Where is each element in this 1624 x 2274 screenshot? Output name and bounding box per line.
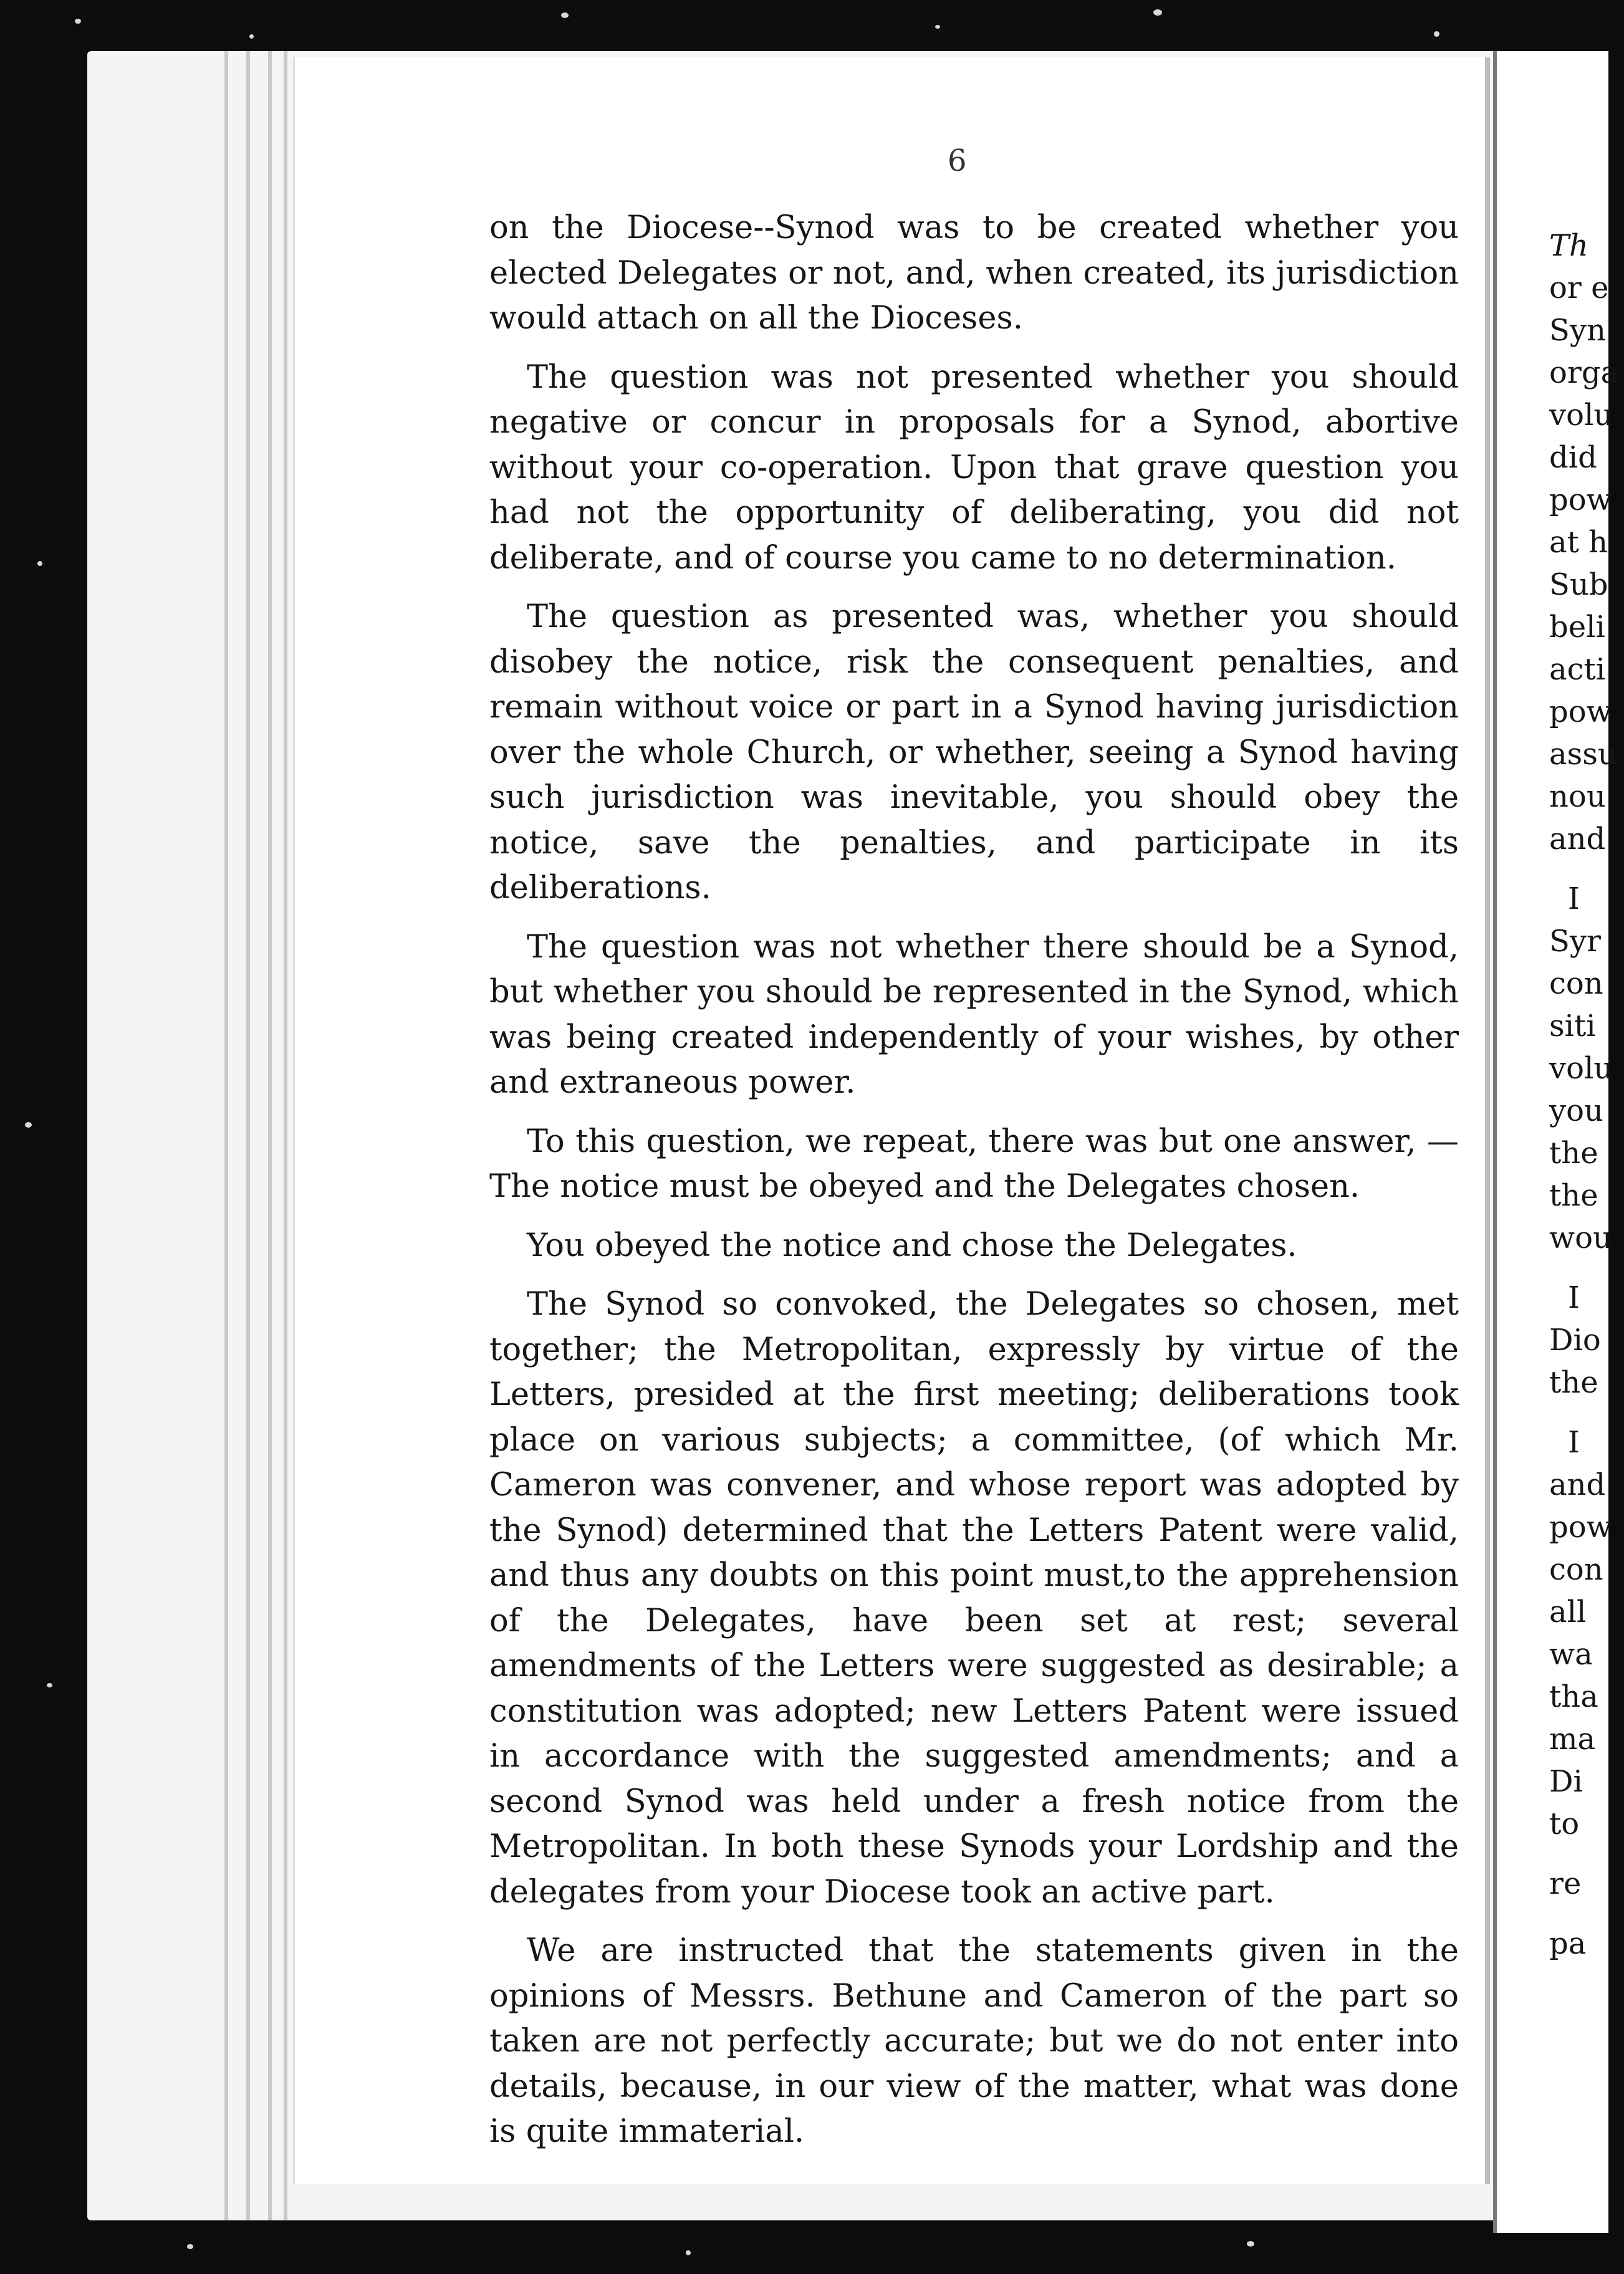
facing-line: con [1549, 1552, 1603, 1587]
paragraph: The question was not whether there should be a Synod, but whether you should be represented in the Synod, which was being created independently of your wishes, by other and extraneous power. [489, 928, 1459, 1101]
page-edge [284, 51, 287, 2220]
facing-line: assu [1549, 737, 1617, 772]
scan-speck [75, 19, 81, 24]
facing-line: re [1549, 1866, 1582, 1901]
facing-page-text [1549, 224, 1624, 1965]
paragraph: To this question, we repeat, there was but one answer, —The notice must be obeyed and the Delegates chosen. [489, 1123, 1459, 1205]
scan-speck [249, 34, 254, 39]
facing-line: tha [1549, 1679, 1598, 1714]
facing-line: pow [1549, 694, 1612, 729]
facing-line: Syr [1549, 924, 1601, 959]
facing-line: the [1549, 1136, 1598, 1171]
scan-speck [1247, 2241, 1254, 2247]
facing-line: orga [1549, 355, 1619, 390]
facing-line: pow [1549, 482, 1612, 517]
scan-speck [686, 2250, 691, 2255]
paragraph: You obeyed the notice and chose the Delegates. [527, 1227, 1297, 1264]
paragraph: The question as presented was, whether you should disobey the notice, risk the consequent penalties, and remain without voice or part in a Synod having jurisdiction over the whole Church, or whether, seeing a Synod having such jurisdiction was inevitable, you should obey the notice, save the penalties, and participate in its deliberations. [489, 598, 1459, 906]
paragraph: The question was not presented whether you should negative or concur in proposals for a Synod, abortive without your co-operation. Upon that grave question you had not the opportunity of deliberating, you did not deliberate, and of course you came to no determination. [489, 358, 1459, 577]
facing-line: you [1549, 1093, 1603, 1128]
facing-line: the [1549, 1178, 1598, 1213]
facing-line: the [1549, 1365, 1598, 1400]
facing-line: nou [1549, 779, 1606, 814]
facing-line: beli [1549, 610, 1605, 645]
facing-line: Dio [1549, 1323, 1601, 1358]
document-body [489, 206, 1459, 2169]
scan-speck [1153, 9, 1162, 16]
facing-line: volu [1549, 398, 1613, 433]
scan-speck [47, 1683, 52, 1687]
facing-line: con [1549, 966, 1603, 1001]
facing-line: pa [1549, 1926, 1587, 1961]
facing-line: siti [1549, 1009, 1596, 1043]
paragraph: on the Diocese--Synod was to be created whether you elected Delegates or not, and, when created, its jurisdiction would attach on all the Dioceses. [489, 209, 1459, 337]
paragraph: We are instructed that the statements given in the opinions of Messrs. Bethune and Cameron of the part so taken are not perfectly accurate; but we do not enter into details, because, in our view of the matter, what was done is quite immaterial. [489, 1932, 1459, 2150]
page-edge [224, 51, 228, 2220]
facing-line: I [1568, 881, 1580, 916]
facing-line: and [1549, 822, 1606, 856]
page-number: 6 [948, 143, 968, 178]
facing-line: or e [1549, 271, 1609, 305]
page-edge [268, 51, 272, 2220]
facing-line: and [1549, 1467, 1606, 1502]
paragraph: The Synod so convoked, the Delegates so chosen, met together; the Metropolitan, expressly by virtue of the Letters, presided at the first meeting; deliberations took place on various subjects; a committee, (of which Mr. Cameron was convener, and whose report was adopted by the Synod) determined that the Letters Patent were valid, and thus any doubts on this point must,to the apprehension of the Delegates, have been set at rest; several amendments of the Letters were suggested as desirable; a constitution was adopted; new Letters Patent were issued in accordance with the suggested amendments; and a second Synod was held under a fresh notice from the Metropolitan. In both these Synods your Lordship and the delegates from your Diocese took an active part. [489, 1286, 1459, 1911]
facing-line: acti [1549, 652, 1606, 687]
facing-line: I [1568, 1425, 1580, 1460]
scan-speck [561, 12, 569, 18]
facing-line: at h [1549, 525, 1608, 560]
facing-line: I [1568, 1280, 1580, 1315]
facing-line: Syn [1549, 313, 1606, 348]
scan-speck [187, 2244, 193, 2249]
facing-line: ma [1549, 1722, 1596, 1757]
facing-line: all [1549, 1595, 1587, 1629]
facing-line: pow [1549, 1510, 1612, 1545]
facing-line: Di [1549, 1764, 1583, 1799]
facing-line: wou [1549, 1221, 1612, 1255]
facing-line: Th [1549, 228, 1588, 263]
page-edge [246, 51, 250, 2220]
facing-line: volu [1549, 1051, 1613, 1086]
facing-line: wa [1549, 1637, 1593, 1672]
scan-speck [1434, 31, 1439, 37]
facing-line: Sub [1549, 567, 1608, 602]
facing-line: did [1549, 440, 1597, 475]
scan-speck [25, 1122, 32, 1128]
facing-line: to [1549, 1806, 1580, 1841]
scan-speck [37, 561, 42, 566]
scan-speck [935, 25, 940, 29]
